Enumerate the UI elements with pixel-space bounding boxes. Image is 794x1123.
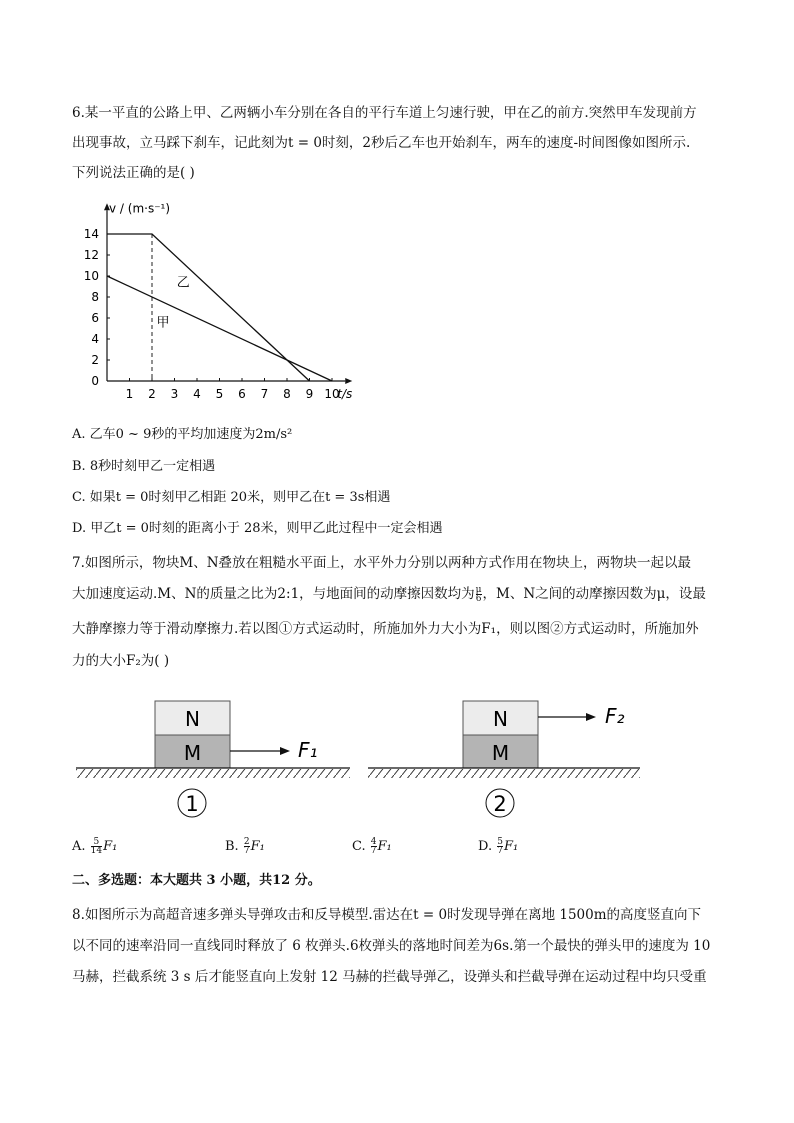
x-tick-label: 4 [193,387,201,401]
x-tick-label: 10 [324,387,340,401]
q7-option-d-suffix: F₁ [503,839,519,854]
block-n-label: N [493,707,508,731]
q7-text-line2a: 大加速度运动.M、N的质量之比为2:1，与地面间的动摩擦因数均为 [72,586,475,602]
force-label-2: F₂ [605,704,625,728]
block-m-label: M [183,741,202,765]
x-tick-label: 5 [215,387,224,401]
fraction-numerator: 5 [497,837,503,847]
block-m-label: M [491,741,510,765]
ground-hatch [76,769,350,778]
arrowhead-icon [586,713,596,721]
q7-option-a-suffix: F₁ [103,839,118,854]
q6-option-a: A. 乙车0 ~ 9秒的平均加速度为2m/s² [72,427,293,442]
mu-over-6-fraction [476,586,482,603]
q7-text-line2b: ，M、N之间的动摩擦因数为μ，设最 [482,586,706,602]
q7-option-d-prefix: D. [478,839,493,854]
q7-text-line4: 力的大小F₂为( ) [72,653,170,669]
q6-option-b: B. 8秒时刻甲乙一定相遇 [72,459,216,474]
y-tick-label: 14 [83,227,99,241]
q7-option-d [478,838,518,856]
fraction-denominator: 7 [370,846,377,856]
x-tick-label: 3 [170,387,179,401]
q6-option-d: D. 甲乙t = 0时刻的距离小于 28米，则甲乙此过程中一定会相遇 [72,521,443,536]
series-line-jia [107,276,332,381]
arrowhead-icon [280,747,290,755]
q6-text-line3: 下列说法正确的是( ) [72,165,195,181]
chart-series [107,234,332,381]
q8-text-line3: 马赫，拦截系统 3 s 后才能竖直向上发射 12 马赫的拦截导弹乙，设弹头和拦截导弹在运动过程中均只受重 [72,969,707,985]
force-label-1: F₁ [298,738,318,762]
q7-option-c-prefix: C. [352,839,366,854]
x-tick-label: 7 [260,387,269,401]
q6-text-line2: 出现事故，立马踩下刹车，记此刻为t = 0时刻，2秒后乙车也开始刹车，两车的速度-时间图像如图所示. [72,135,691,151]
fraction-numerator: 2 [243,837,250,847]
y-tick-label: 2 [91,353,99,367]
y-axis-label: v / (m·s⁻¹) [109,201,171,216]
ground-hatch [368,769,640,778]
q7-text-line3: 大静摩擦力等于滑动摩擦力.若以图①方式运动时，所施加外力大小为F₁，则以图②方式运动时，所施加外 [72,621,699,637]
q7-option-d-fraction [497,838,503,855]
q7-option-c [352,838,392,856]
q6-text-line1: 6.某一平直的公路上甲、乙两辆小车分别在各自的平行车道上匀速行驶，甲在乙的前方.突然甲车发现前方 [72,105,697,121]
q7-option-a-prefix: A. [72,839,86,854]
x-tick-label: 8 [283,387,291,401]
series-label: 乙 [176,275,190,291]
q7-option-b-suffix: F₁ [250,839,265,854]
block-n-label: N [185,707,200,731]
fraction-denominator: 7 [243,846,250,856]
figure-number-2: 2 [493,792,507,816]
y-tick-label: 6 [91,311,99,325]
q7-option-a-fraction [91,838,102,855]
x-tick-label: 6 [238,387,246,401]
section-2-heading: 二、多选题：本大题共 3 小题，共12 分。 [72,873,321,888]
figure-number-1: 1 [185,792,199,816]
x-tick-label: 1 [125,387,134,401]
q7-option-a [72,838,117,856]
fraction-numerator: μ [475,585,482,595]
y-tick-label: 12 [83,248,99,262]
q7-option-b [225,838,265,856]
x-tick-label: 9 [305,387,314,401]
x-axis-label: t/s [337,387,353,401]
y-tick-label: 4 [91,332,99,346]
x-axis-arrow-icon [345,378,352,384]
y-tick-label: 0 [91,374,99,388]
y-tick-label: 8 [91,290,99,304]
figure-2 [362,695,662,825]
series-line-yi [107,234,310,381]
figure-1 [72,695,357,825]
fraction-denominator: 6 [475,594,482,604]
q6-option-c: C. 如果t = 0时刻甲乙相距 20米，则甲乙在t = 3s相遇 [72,490,391,505]
q7-text-line1: 7.如图所示，物块M、N叠放在粗糙水平面上，水平外力分别以两种方式作用在物块上，两物块一起以最 [72,555,692,571]
q7-option-c-fraction [371,838,377,855]
q7-option-c-suffix: F₁ [377,839,392,854]
fraction-denominator: 7 [497,846,503,856]
q8-text-line1: 8.如图所示为高超音速多弹头导弹攻击和反导模型.雷达在t = 0时发现导弹在离地 1500m的高度竖直向下 [72,907,702,923]
series-label: 甲 [156,315,170,331]
chart-axes [104,203,352,384]
q7-option-b-prefix: B. [225,839,239,854]
fraction-denominator: 14 [90,846,103,856]
q7-option-b-fraction [244,838,250,855]
x-tick-label: 2 [148,387,156,401]
q7-text-line2 [72,584,722,604]
fraction-numerator: 5 [91,838,102,847]
q8-text-line2: 以不同的速率沿同一直线同时释放了 6 枚弹头.6枚弹头的落地时间差为6s.第一个最快的弹头甲的速度为 10 [72,938,711,954]
y-tick-label: 10 [83,269,99,283]
fraction-numerator: 4 [370,837,377,847]
velocity-time-chart [80,197,380,412]
